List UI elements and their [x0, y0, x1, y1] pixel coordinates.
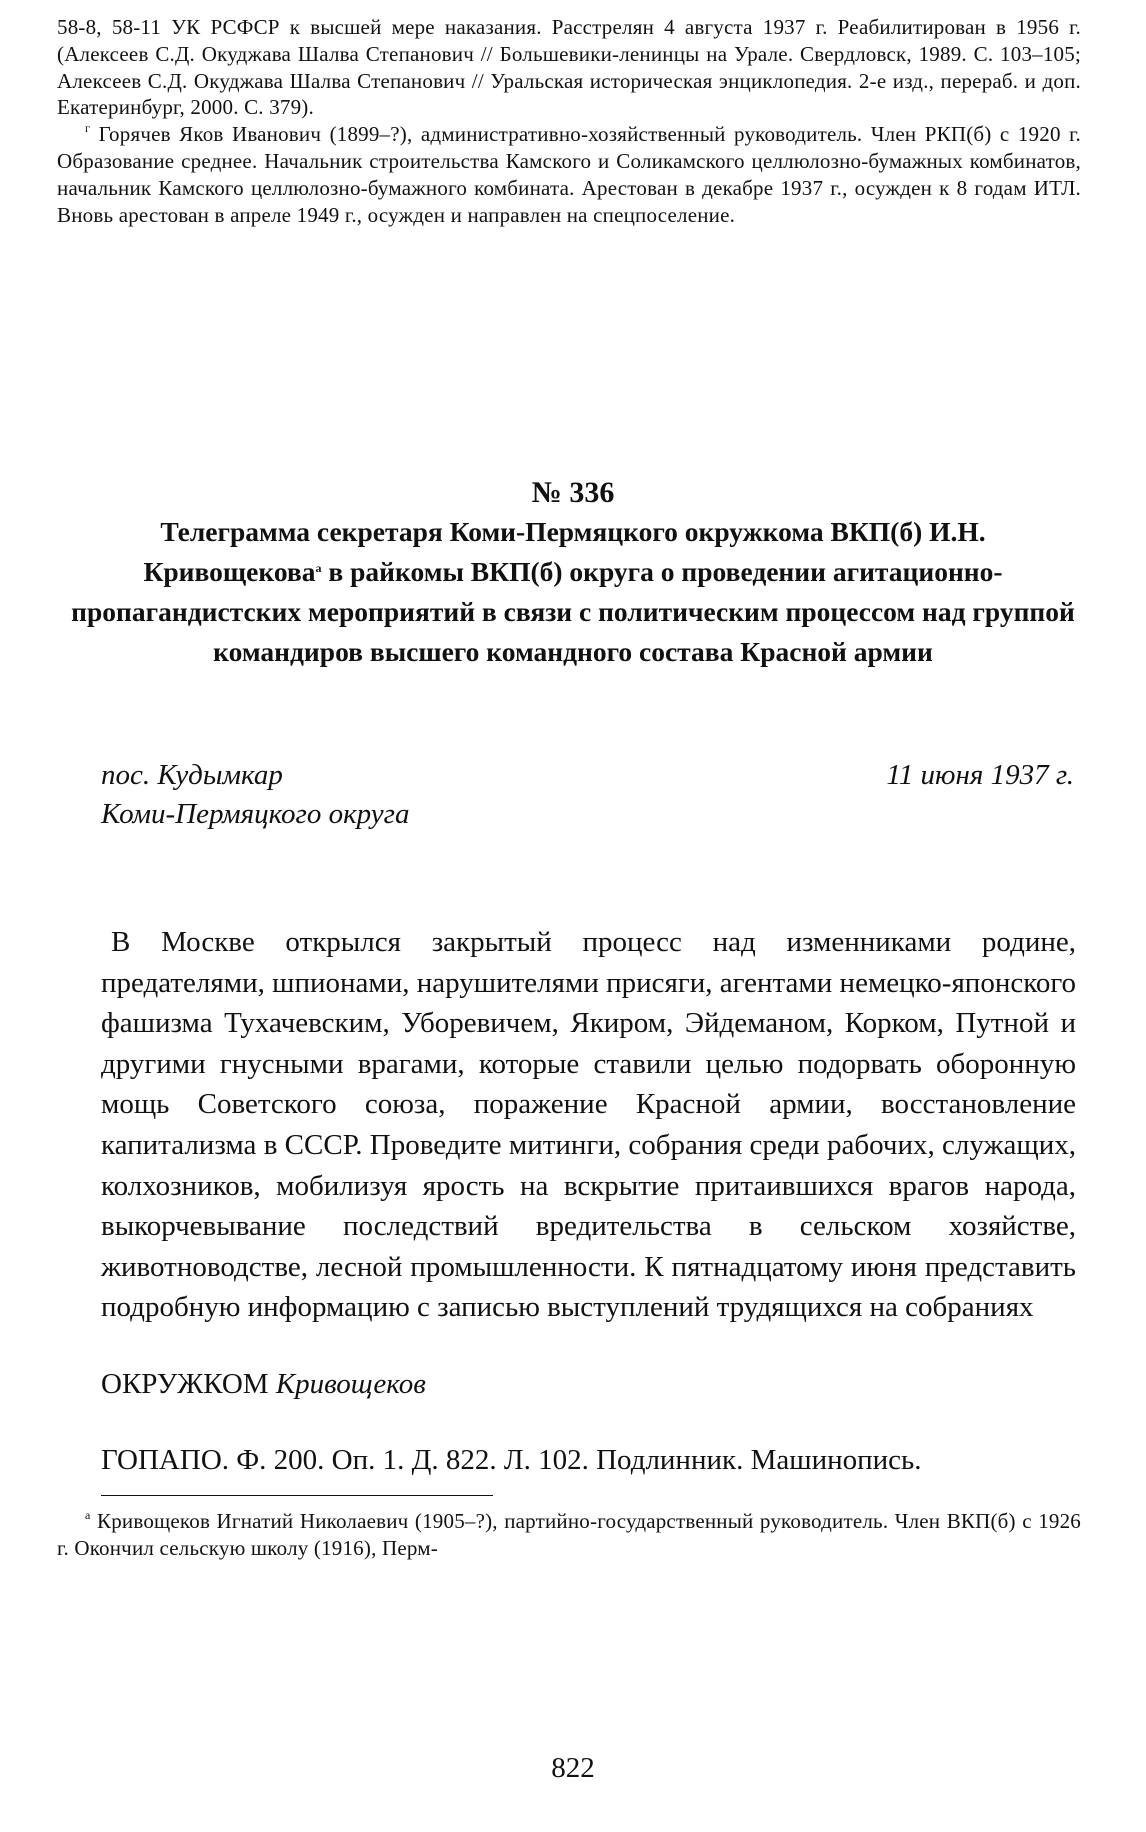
place-line-2: Коми-Пермяцкого округа: [101, 798, 410, 830]
document-title: [70, 512, 1076, 672]
signature: [101, 1364, 426, 1404]
page-number: 822: [551, 1752, 595, 1784]
document-date: 11 июня 1937 г.: [886, 759, 1074, 791]
signature-org: ОКРУЖКОМ: [101, 1368, 269, 1400]
bottom-footnote: [57, 1508, 1081, 1562]
document-place: [101, 756, 409, 834]
archive-reference: ГОПАПО. Ф. 200. Оп. 1. Д. 822. Л. 102. Подлинник. Машинопись.: [101, 1444, 922, 1476]
title-footnote-marker: а: [315, 561, 322, 575]
telegram-body: В Москве открылся закрытый процесс над изменниками родине, предателями, шпионами, нарушителями присяги, агентами немецко-японского фашизма Тухачевским, Уборевичем, Якиром, Эйдеманом, Корком, Путной и другими гнусными врагами, которые ставили целью подорвать оборонную мощь Советского союза, поражение Красной армии, восстановление капитализма в СССР. Проведите митинги, собрания среди рабочих, служащих, колхозников, мобилизуя ярость на вскрытие притаившихся врагов народа, выкорчевывание последствий вредительства в сельском хозяйстве, животноводстве, лесной промышленности. К пятнадцатому июня представить подробную информацию с записью выступлений трудящихся на собраниях: [101, 926, 1076, 1324]
footnote-krivoshchekov: [57, 1508, 1081, 1562]
footnote-marker: г: [85, 121, 91, 136]
footnote-divider: [101, 1495, 493, 1496]
document-number: № 336: [531, 476, 615, 509]
top-footnotes: [57, 14, 1081, 228]
footnote-goryachev: [57, 121, 1081, 228]
place-line-1: пос. Кудымкар: [101, 759, 283, 791]
footnote-marker-a: а: [85, 1508, 91, 1522]
title-part-2: в райкомы ВКП(б) округа о проведении агитационно-пропагандистских мероприятий в связи с политическим процессом над группой командиров высшего командного состава Красной армии: [71, 556, 1075, 667]
title-part-1: Телеграмма секретаря Коми-Пермяцкого окружкома ВКП(б) И.Н. Кривощекова: [143, 516, 986, 587]
footnote-continuation: 58-8, 58-11 УК РСФСР к высшей мере наказания. Расстрелян 4 августа 1937 г. Реабилитирован в 1956 г. (Алексеев С.Д. Окуджава Шалва Степанович // Большевики-ленинцы на Урале. Свердловск, 1989. С. 103–105; Алексеев С.Д. Окуджава Шалва Степанович // Уральская историческая энциклопедия. 2-е изд., перераб. и доп. Екатеринбург, 2000. С. 379).: [57, 15, 1081, 120]
signature-name: Кривощеков: [275, 1368, 426, 1400]
footnote-krivoshchekov-text: Кривощеков Игнатий Николаевич (1905–?), партийно-государственный руководитель. Член ВКП(б) с 1926 г. Окончил сельскую школу (1916), Перм-: [57, 1509, 1081, 1560]
footnote-goryachev-text: Горячев Яков Иванович (1899–?), административно-хозяйственный руководитель. Член РКП(б) с 1920 г. Образование среднее. Начальник строительства Камского и Соликамского целлюлозно-бумажных комбинатов, начальник Камского целлюлозно-бумажного комбината. Арестован в декабре 1937 г., осужден к 8 годам ИТЛ. Вновь арестован в апреле 1949 г., осужден и направлен на спецпоселение.: [57, 122, 1081, 227]
